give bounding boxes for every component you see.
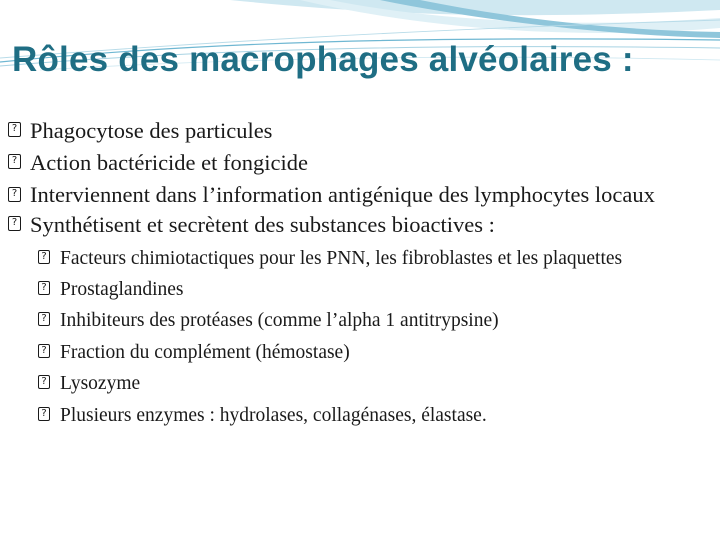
- list-item: [0, 400, 712, 432]
- list-item-text: Inhibiteurs des protéases (comme l’alpha 1 antitrypsine): [60, 310, 499, 331]
- missing-glyph-box-icon: [38, 344, 50, 358]
- list-item: [0, 181, 712, 209]
- missing-glyph-box-icon: [8, 122, 21, 137]
- missing-glyph-box-icon: [38, 250, 50, 264]
- list-item: [0, 274, 712, 306]
- list-item-text: Fraction du complément (hémostase): [60, 341, 350, 363]
- list-item: [0, 368, 712, 400]
- missing-glyph-box-icon: [8, 154, 21, 169]
- missing-glyph-box-icon: [38, 281, 50, 295]
- list-item-text: Phagocytose des particules: [30, 118, 273, 143]
- list-item-text: Action bactéricide et fongicide: [30, 149, 308, 175]
- list-item: [0, 209, 712, 241]
- list-item: [0, 305, 712, 337]
- missing-glyph-box-icon: [38, 312, 50, 326]
- missing-glyph-box-icon: [38, 375, 50, 389]
- list-item-text: Lysozyme: [60, 373, 141, 394]
- list-item: [0, 147, 712, 179]
- list-item-text: Interviennent dans l’information antigénique des lymphocytes locaux: [30, 182, 655, 207]
- list-item-text: Facteurs chimiotactiques pour les PNN, les fibroblastes et les plaquettes: [60, 247, 623, 269]
- list-item: [0, 247, 712, 271]
- list-item: [0, 337, 712, 369]
- missing-glyph-box-icon: [8, 216, 21, 231]
- list-item-text: Synthétisent et secrètent des substances bioactives :: [30, 212, 495, 237]
- sub-bullet-list: [0, 247, 712, 432]
- list-item-text: Prostaglandines: [60, 278, 184, 300]
- list-item-text: Plusieurs enzymes : hydrolases, collagénases, élastase.: [60, 404, 487, 426]
- missing-glyph-box-icon: [38, 407, 50, 421]
- slide-title: Rôles des macrophages alvéolaires :: [12, 40, 634, 79]
- list-item: [0, 115, 712, 147]
- missing-glyph-box-icon: [8, 187, 21, 202]
- bullet-list: [0, 115, 712, 431]
